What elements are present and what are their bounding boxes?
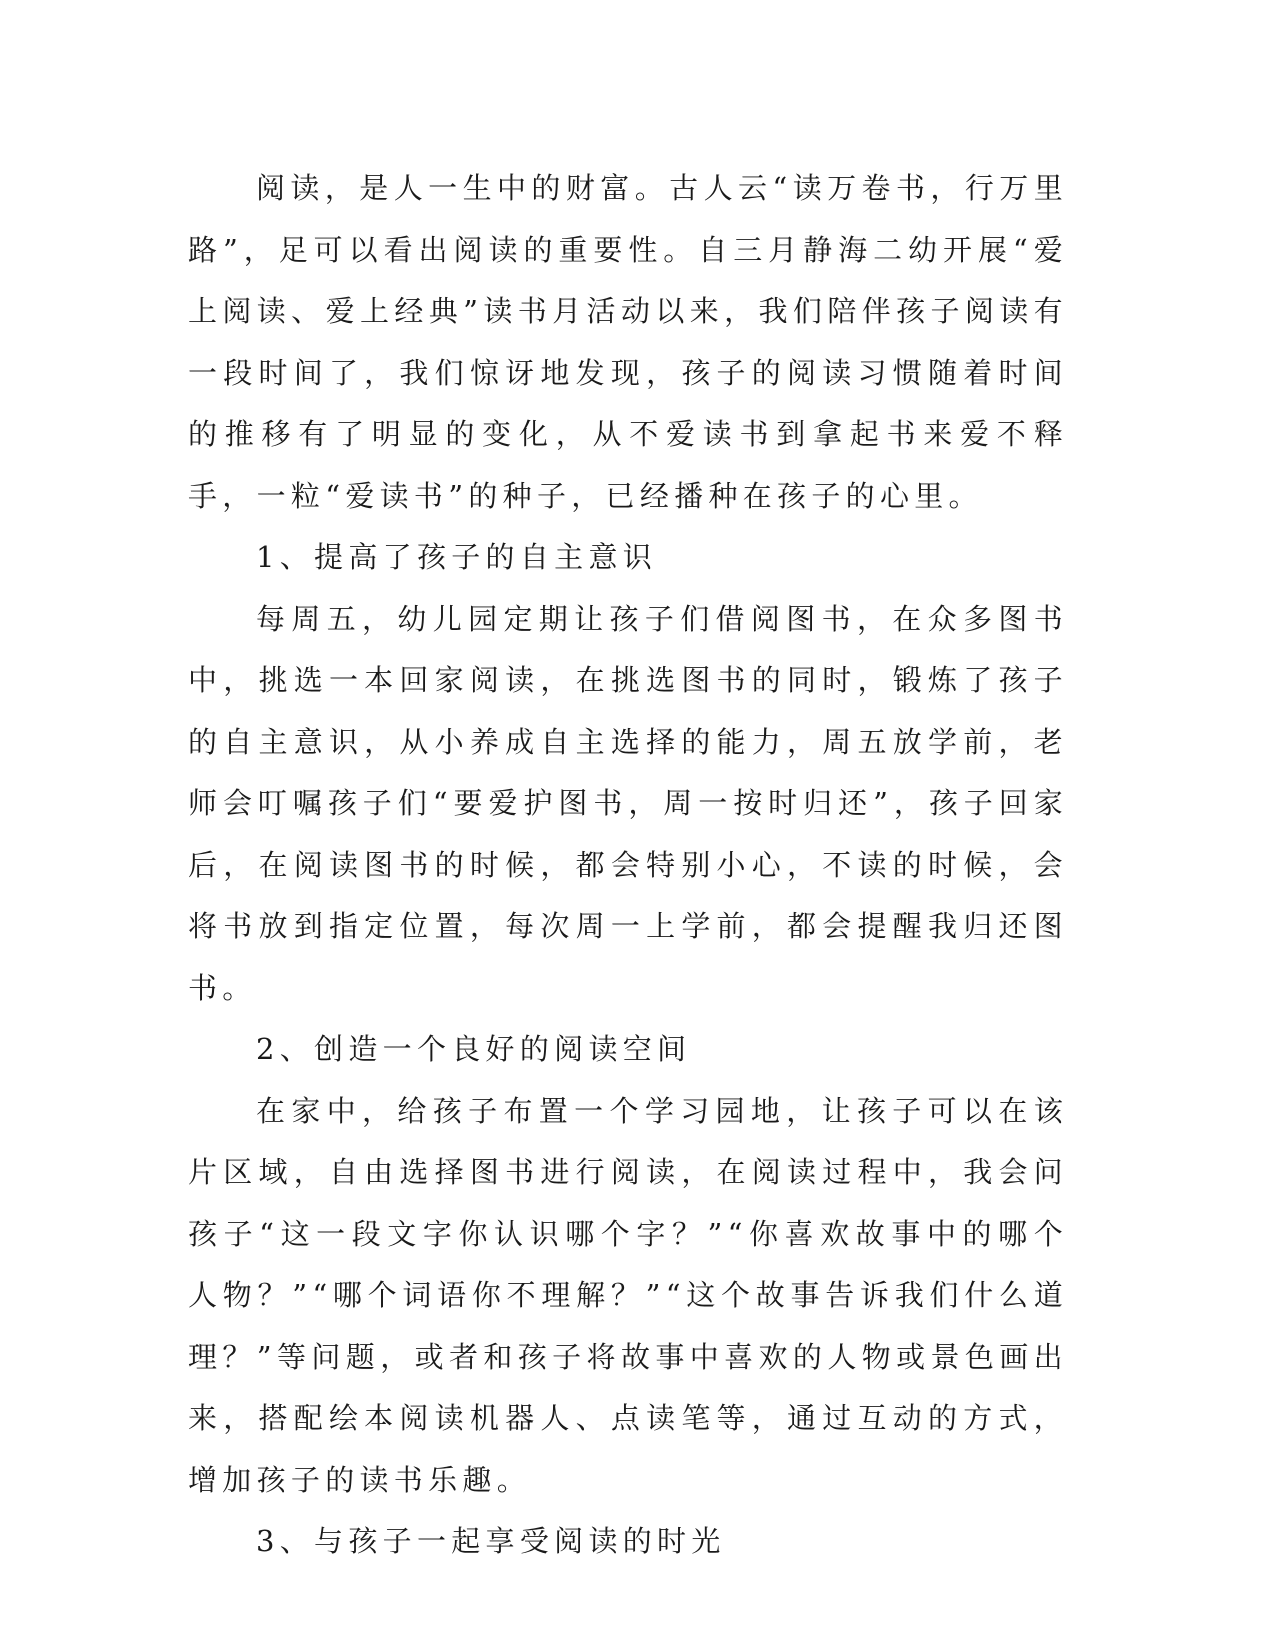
section-heading-2: 2、创造一个良好的阅读空间 bbox=[256, 1032, 692, 1066]
document-body bbox=[188, 158, 1068, 1573]
section-1-paragraph: 每周五，幼儿园定期让孩子们借阅图书，在众多图书中，挑选一本回家阅读，在挑选图书的同时，锻炼了孩子的自主意识，从小养成自主选择的能力，周五放学前，老师会叮嘱孩子们“要爱护图书，周一按时归还”，孩子回家后，在阅读图书的时候，都会特别小心，不读的时候，会将书放到指定位置，每次周一上学前，都会提醒我归还图书。 bbox=[188, 601, 1068, 1005]
section-heading-3: 3、与孩子一起享受阅读的时光 bbox=[256, 1524, 726, 1558]
section-heading-1: 1、提高了孩子的自主意识 bbox=[256, 540, 658, 574]
section-2-paragraph: 在家中，给孩子布置一个学习园地，让孩子可以在该片区域，自由选择图书进行阅读，在阅读过程中，我会问孩子“这一段文字你认识哪个字？”“你喜欢故事中的哪个人物？”“哪个词语你不理解？”“这个故事告诉我们什么道理？”等问题，或者和孩子将故事中喜欢的人物或景色画出来，搭配绘本阅读机器人、点读笔等，通过互动的方式，增加孩子的读书乐趣。 bbox=[188, 1093, 1068, 1497]
intro-paragraph: 阅读，是人一生中的财富。古人云“读万卷书，行万里路”，足可以看出阅读的重要性。自三月静海二幼开展“爱上阅读、爱上经典”读书月活动以来，我们陪伴孩子阅读有一段时间了，我们惊讶地发现，孩子的阅读习惯随着时间的推移有了明显的变化，从不爱读书到拿起书来爱不释手，一粒“爱读书”的种子，已经播种在孩子的心里。 bbox=[188, 171, 1068, 513]
